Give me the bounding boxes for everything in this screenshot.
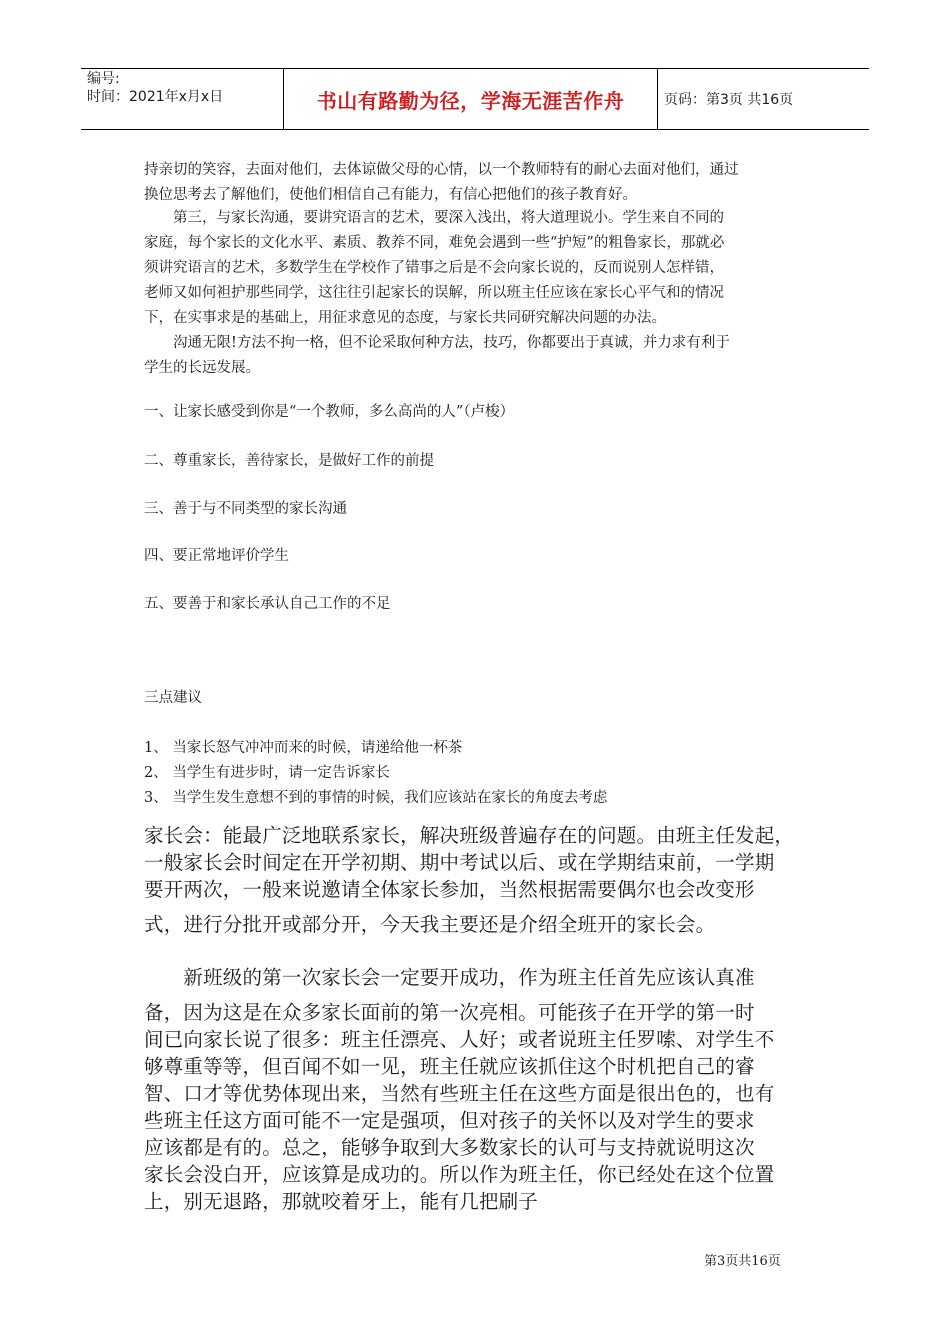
header-meta — [81, 69, 283, 129]
text-line: 些班主任这方面可能不一定是强项，但对孩子的关怀以及对学生的要求 — [144, 1109, 755, 1132]
text-line: 第三，与家长沟通，要讲究语言的艺术，要深入浅出，将大道理说小。学生来自不同的 — [144, 210, 724, 226]
text-line: 要开两次，一般来说邀请全体家长参加，当然根据需要偶尔也会改变形 — [144, 878, 755, 901]
text-line: 一般家长会时间定在开学初期、期中考试以后、或在学期结束前，一学期 — [144, 851, 775, 874]
point-3: 三、善于与不同类型的家长沟通 — [144, 501, 347, 517]
text-line: 下，在实事求是的基础上，用征求意见的态度，与家长共同研究解决问题的办法。 — [144, 310, 666, 326]
paragraph-1 — [144, 158, 824, 208]
first-meeting-paragraph — [144, 964, 824, 1215]
text-line: 式，进行分批开或部分开，今天我主要还是介绍全班开的家长会。 — [144, 913, 716, 936]
text-line: 家长会没白开，应该算是成功的。所以作为班主任，你已经处在这个位置 — [144, 1163, 775, 1186]
point-1: 一、让家长感受到你是“一个教师，多么高尚的人”（卢梭） — [144, 404, 515, 420]
text-line: 须讲究语言的艺术，多数学生在学校作了错事之后是不会向家长说的，反而说别人怎样错， — [144, 260, 724, 276]
suggestions-list — [144, 736, 824, 811]
meeting-paragraph — [144, 822, 824, 938]
point-2: 二、尊重家长，善待家长，是做好工作的前提 — [144, 453, 434, 469]
suggestions-title: 三点建议 — [144, 690, 202, 706]
text-line: 老师又如何袒护那些同学，这往往引起家长的误解，所以班主任应该在家长心平气和的情况 — [144, 285, 724, 301]
text-line: 上，别无退路，那就咬着牙上，能有几把刷子 — [144, 1190, 539, 1213]
text-line: 学生的长远发展。 — [144, 360, 260, 376]
page-header — [81, 68, 869, 130]
text-line: 新班级的第一次家长会一定要开成功，作为班主任首先应该认真准 — [144, 966, 755, 989]
header-page-label: 页码：第3页 共16页 — [664, 92, 794, 108]
suggestion-item: 2、 当学生有进步时，请一定告诉家长 — [144, 765, 390, 781]
point-5: 五、要善于和家长承认自己工作的不足 — [144, 596, 391, 612]
paragraph-3 — [144, 331, 824, 381]
text-line: 备，因为这是在众多家长面前的第一次亮相。可能孩子在开学的第一时 — [144, 1001, 755, 1024]
paragraph-2 — [144, 206, 824, 331]
text-line: 间已向家长说了很多：班主任漂亮、人好；或者说班主任罗嗦、对学生不 — [144, 1028, 775, 1051]
text-line: 持亲切的笑容，去面对他们，去体谅做父母的心情，以一个教师特有的耐心去面对他们，通过 — [144, 162, 739, 178]
point-4: 四、要正常地评价学生 — [144, 548, 289, 564]
text-line: 家庭，每个家长的文化水平、素质、教养不同，难免会遇到一些“护短”的粗鲁家长，那就必 — [144, 235, 725, 251]
text-line: 家长会：能最广泛地联系家长，解决班级普遍存在的问题。由班主任发起， — [144, 824, 795, 847]
text-line: 智、口才等优势体现出来，当然有些班主任在这些方面是很出色的，也有 — [144, 1082, 775, 1105]
text-line: 换位思考去了解他们，使他们相信自己有能力，有信心把他们的孩子教育好。 — [144, 187, 637, 203]
header-motto: 书山有路勤为径，学海无涯苦作舟 — [283, 69, 658, 129]
text-line: 沟通无限!方法不拘一格，但不论采取何种方法，技巧，你都要出于真诚，并力求有利于 — [144, 335, 730, 351]
text-line: 够尊重等等，但百闻不如一见，班主任就应该抓住这个时机把自己的睿 — [144, 1055, 755, 1078]
suggestion-item: 1、 当家长怒气冲冲而来的时候，请递给他一杯茶 — [144, 740, 463, 756]
suggestion-item: 3、 当学生发生意想不到的事情的时候，我们应该站在家长的角度去考虑 — [144, 790, 608, 806]
page-footer: 第3页共16页 — [704, 1254, 781, 1269]
text-line: 应该都是有的。总之，能够争取到大多数家长的认可与支持就说明这次 — [144, 1136, 755, 1159]
doc-time-label: 时间：2021年x月x日 — [87, 89, 224, 105]
doc-number-label: 编号: — [87, 71, 120, 87]
